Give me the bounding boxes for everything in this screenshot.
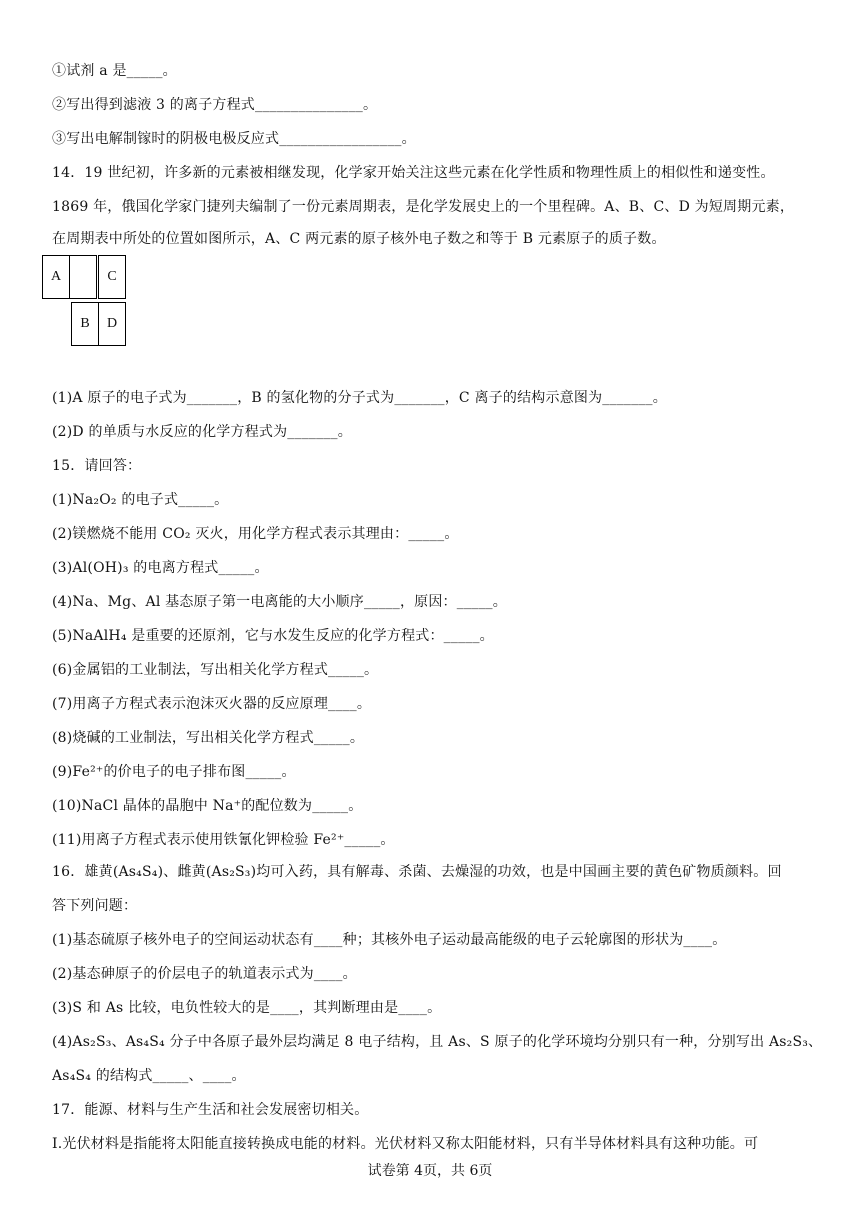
question-14-part-2: (2)D 的单质与水反应的化学方程式为_______。 [52, 424, 352, 440]
question-14-intro-2: 1869 年，俄国化学家门捷列夫编制了一份元素周期表，是化学发展史上的一个里程碑。A、B、C、D 为短周期元素， [52, 199, 795, 215]
page-footer: 试卷第 4页，共 6页 [367, 1163, 493, 1179]
question-14-part-1: (1)A 原子的电子式为_______，B 的氢化物的分子式为_______，C 离子的结构示意图为_______。 [52, 390, 667, 406]
question-16-intro-2: 答下列问题： [52, 898, 138, 914]
question-16-part-4b: As₄S₄ 的结构式_____、____。 [52, 1068, 246, 1084]
grid-cell-b: B [71, 302, 99, 346]
question-15-part-8: (8)烧碱的工业制法，写出相关化学方程式_____。 [52, 730, 365, 746]
question-13-part-1: ①试剂 a 是_____。 [52, 63, 177, 79]
question-16-part-3: (3)S 和 As 比较，电负性较大的是____，其判断理由是____。 [52, 1000, 442, 1016]
question-17-intro: 17．能源、材料与生产生活和社会发展密切相关。 [52, 1102, 369, 1118]
question-13-part-2: ②写出得到滤液 3 的离子方程式_______________。 [52, 97, 378, 113]
question-14-intro-3: 在周期表中所处的位置如图所示，A、C 两元素的原子核外电子数之和等于 B 元素原子的质子数。 [52, 231, 666, 247]
question-15-part-6: (6)金属铝的工业制法，写出相关化学方程式_____。 [52, 662, 379, 678]
grid-cell-empty [69, 255, 97, 299]
question-16-part-2: (2)基态砷原子的价层电子的轨道表示式为____。 [52, 966, 357, 982]
question-14-intro-1: 14．19 世纪初，许多新的元素被相继发现，化学家开始关注这些元素在化学性质和物理性质上的相似性和递变性。 [52, 165, 775, 181]
question-15-part-10: (10)NaCl 晶体的晶胞中 Na⁺的配位数为_____。 [52, 798, 363, 814]
question-15-part-3: (3)Al(OH)₃ 的电离方程式_____。 [52, 560, 269, 576]
question-16-part-4a: (4)As₂S₃、As₄S₄ 分子中各原子最外层均满足 8 电子结构，且 As、S 原子的化学环境均分别只有一种，分别写出 As₂S₃、 [52, 1034, 823, 1050]
question-16-intro-1: 16．雄黄(As₄S₄)、雌黄(As₂S₃)均可入药，具有解毒、杀菌、去燥湿的功效，也是中国画主要的黄色矿物质颜料。回 [52, 864, 782, 880]
question-16-part-1: (1)基态硫原子核外电子的空间运动状态有____种；其核外电子运动最高能级的电子云轮廓图的形状为____。 [52, 932, 727, 948]
question-15-part-7: (7)用离子方程式表示泡沫灭火器的反应原理____。 [52, 696, 372, 712]
question-15-part-4: (4)Na、Mg、Al 基态原子第一电离能的大小顺序_____，原因：_____。 [52, 594, 507, 610]
grid-cell-c: C [98, 255, 126, 299]
question-15-part-11: (11)用离子方程式表示使用铁氰化钾检验 Fe²⁺_____。 [52, 832, 395, 848]
question-17-part-1: I.光伏材料是指能将太阳能直接转换成电能的材料。光伏材料又称太阳能材料，只有半导体材料具有这种功能。可 [52, 1136, 759, 1152]
grid-cell-d: D [98, 302, 126, 346]
question-15-intro: 15．请回答： [52, 458, 142, 474]
question-15-part-5: (5)NaAlH₄ 是重要的还原剂，它与水发生反应的化学方程式：_____。 [52, 628, 494, 644]
grid-cell-a: A [42, 255, 70, 299]
question-15-part-2: (2)镁燃烧不能用 CO₂ 灭火，用化学方程式表示其理由：_____。 [52, 526, 459, 542]
question-15-part-1: (1)Na₂O₂ 的电子式_____。 [52, 492, 229, 508]
question-13-part-3: ③写出电解制镓时的阴极电极反应式_________________。 [52, 131, 416, 147]
question-15-part-9: (9)Fe²⁺的价电子的电子排布图_____。 [52, 764, 296, 780]
